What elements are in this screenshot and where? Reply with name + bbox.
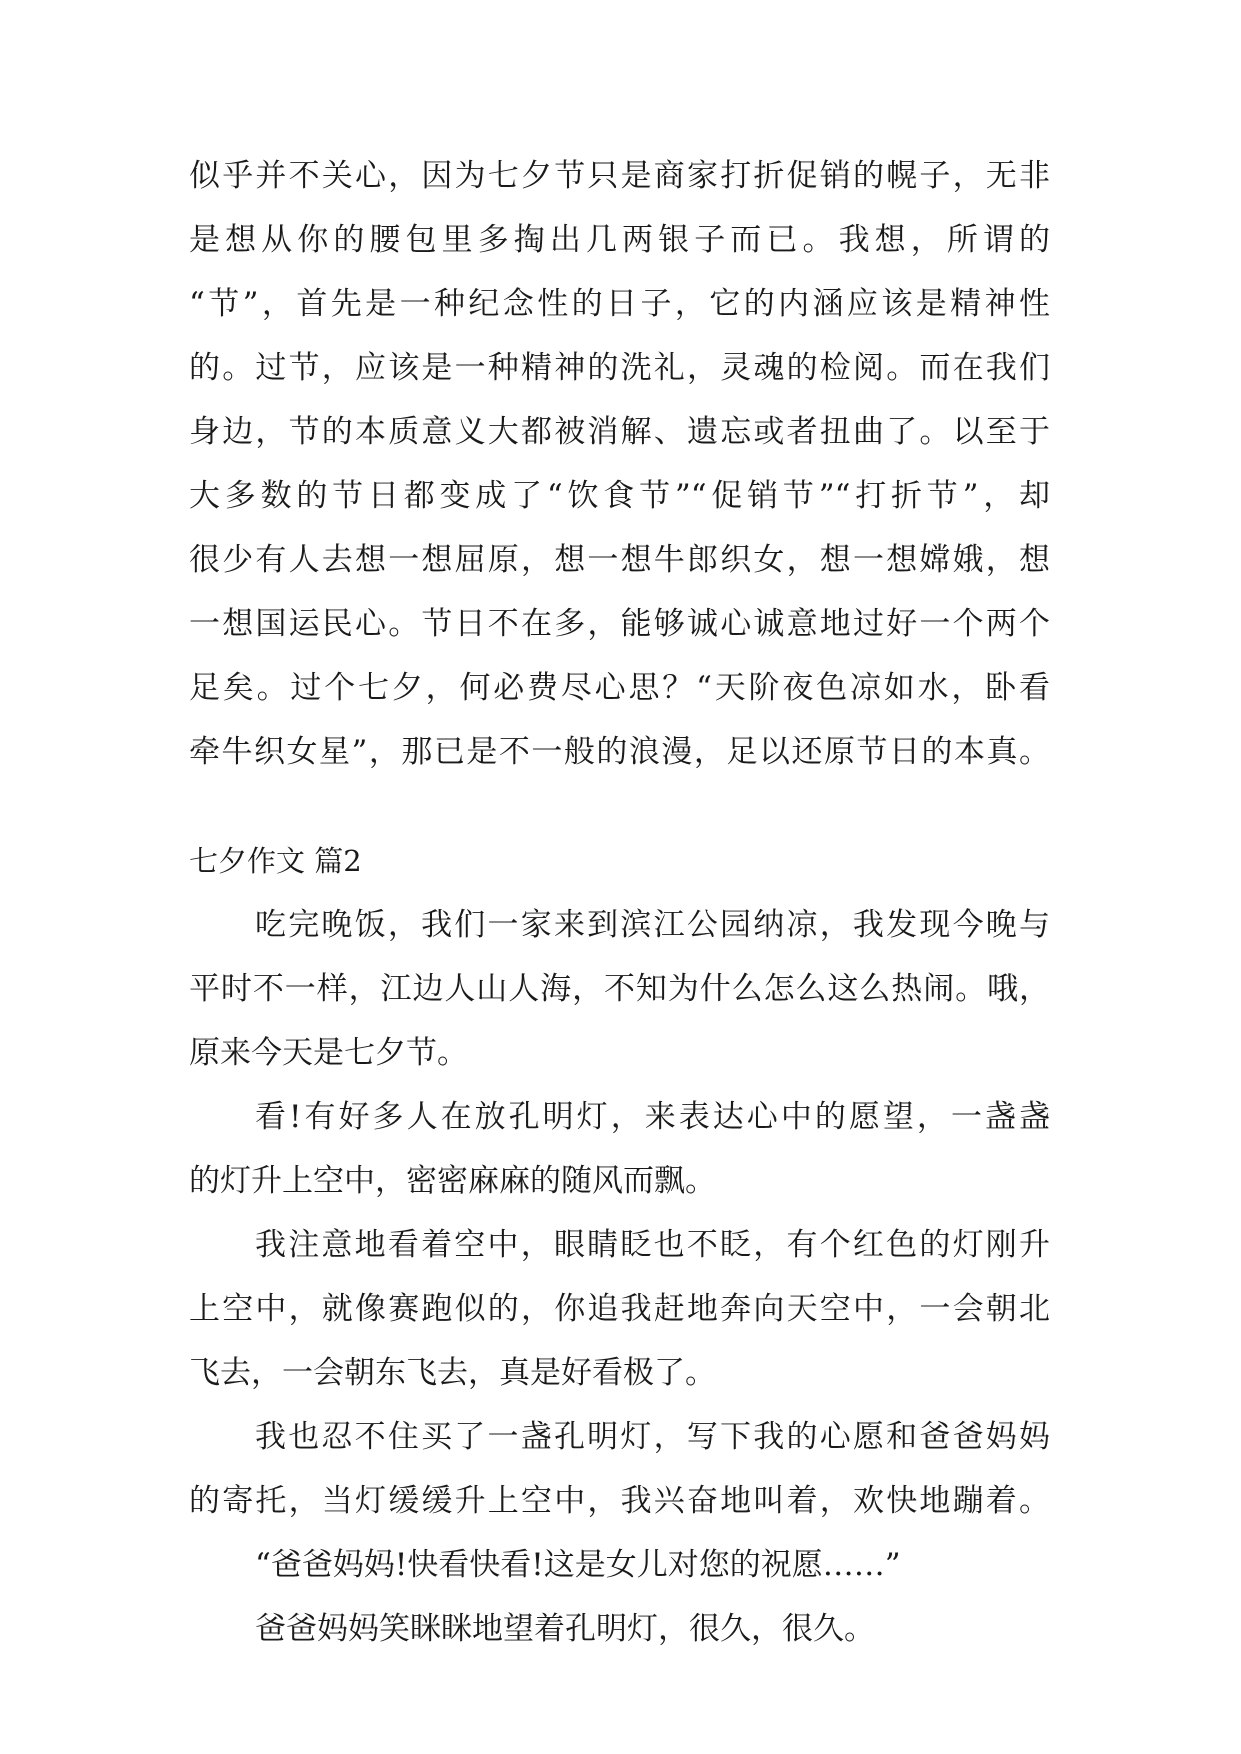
text-line: 身边，节的本质意义大都被消解、遗忘或者扭曲了。以至于: [189, 414, 1050, 450]
text-line: “爸爸妈妈!快看快看!这是女儿对您的祝愿……”: [255, 1547, 901, 1583]
text-line: 一想国运民心。节日不在多，能够诚心诚意地过好一个两个: [189, 606, 1050, 642]
text-line: 足矣。过个七夕，何必费尽心思？“天阶夜色凉如水，卧看: [189, 670, 1050, 706]
text-line: 吃完晚饭，我们一家来到滨江公园纳凉，我发现今晚与: [255, 907, 1050, 943]
text-line: 看!有好多人在放孔明灯，来表达心中的愿望，一盏盏: [255, 1099, 1050, 1135]
section-title: 七夕作文 篇2: [189, 844, 362, 878]
text-line: “节”，首先是一种纪念性的日子，它的内涵应该是精神性: [189, 286, 1050, 322]
text-line: 似乎并不关心，因为七夕节只是商家打折促销的幌子，无非: [189, 158, 1050, 194]
text-line: 我注意地看着空中，眼睛眨也不眨，有个红色的灯刚升: [255, 1227, 1050, 1263]
text-line: 上空中，就像赛跑似的，你追我赶地奔向天空中，一会朝北: [189, 1291, 1050, 1327]
text-line: 的。过节，应该是一种精神的洗礼，灵魂的检阅。而在我们: [189, 350, 1050, 386]
text-line: 牵牛织女星”，那已是不一般的浪漫，足以还原节日的本真。: [189, 734, 1050, 770]
text-line: 是想从你的腰包里多掏出几两银子而已。我想，所谓的: [189, 222, 1050, 258]
text-line: 的灯升上空中，密密麻麻的随风而飘。: [189, 1163, 716, 1199]
text-line: 爸爸妈妈笑眯眯地望着孔明灯，很久，很久。: [255, 1611, 875, 1647]
text-line: 我也忍不住买了一盏孔明灯，写下我的心愿和爸爸妈妈: [255, 1419, 1050, 1455]
text-line: 很少有人去想一想屈原，想一想牛郎织女，想一想嫦娥，想: [189, 542, 1050, 578]
text-line: 的寄托，当灯缓缓升上空中，我兴奋地叫着，欢快地蹦着。: [189, 1483, 1050, 1519]
text-line: 平时不一样，江边人山人海，不知为什么怎么这么热闹。哦，: [189, 971, 1050, 1007]
text-line: 大多数的节日都变成了“饮食节”“促销节”“打折节”，却: [189, 478, 1050, 514]
text-line: 原来今天是七夕节。: [189, 1035, 468, 1071]
text-line: 飞去，一会朝东飞去，真是好看极了。: [189, 1355, 716, 1391]
